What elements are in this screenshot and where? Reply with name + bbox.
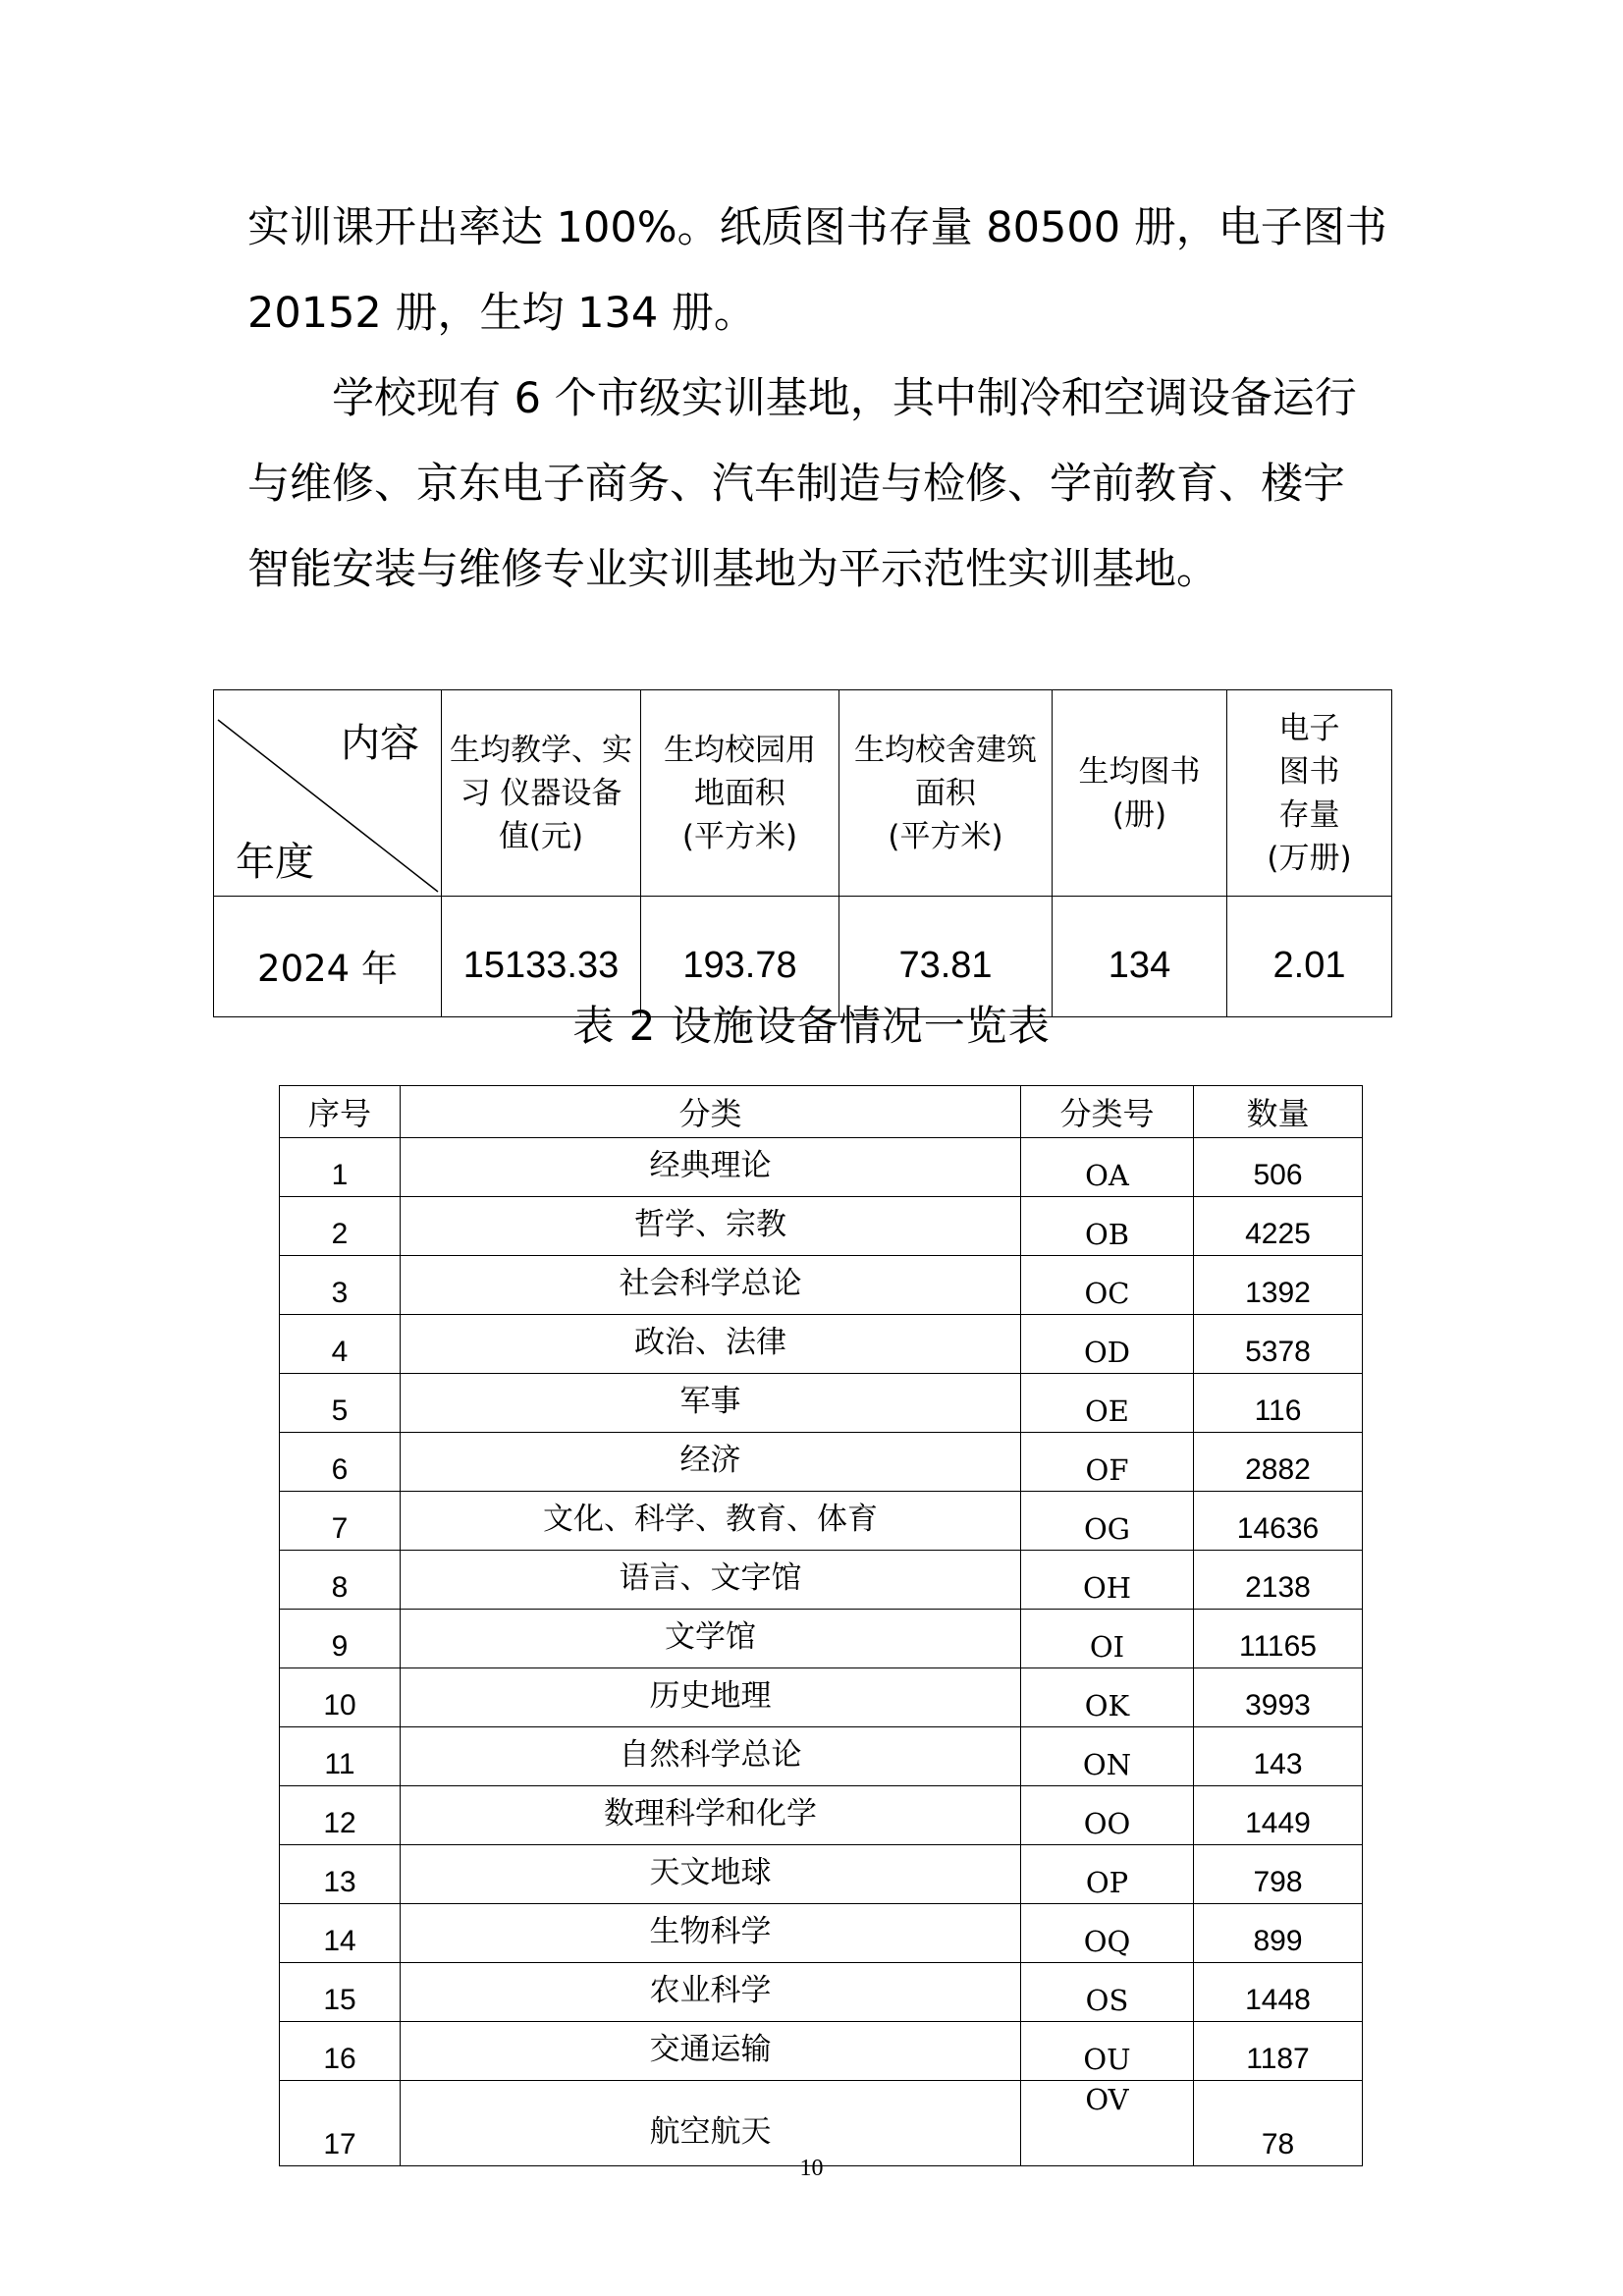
- table-row: [280, 1963, 1363, 2022]
- table-row: [280, 1197, 1363, 1256]
- value-cell: 134: [1053, 897, 1227, 1017]
- row-code-cell: ON: [1021, 1727, 1194, 1786]
- row-code-cell: OU: [1021, 2022, 1194, 2081]
- header-line: 面积: [915, 775, 976, 811]
- text-line: 实训课开出率达 100%。纸质图书存量 80500 册，电子图书: [247, 203, 1387, 252]
- row-quantity-cell: 798: [1194, 1845, 1363, 1904]
- row-category-cell: 经典理论: [401, 1138, 1021, 1197]
- row-index-cell: 12: [280, 1786, 401, 1845]
- diagonal-header-cell: [214, 690, 442, 897]
- header-campus-area: [641, 690, 839, 897]
- header-line: 生均校舍建筑: [854, 732, 1037, 768]
- table-row: [280, 1433, 1363, 1492]
- row-category-cell: 经济: [401, 1433, 1021, 1492]
- text-line: 智能安装与维修专业实训基地为平示范性实训基地。: [247, 545, 1218, 594]
- row-quantity-cell: 78: [1194, 2081, 1363, 2166]
- table-row: [280, 1845, 1363, 1904]
- table-row: [280, 2081, 1363, 2166]
- row-code-cell: OV: [1021, 2081, 1194, 2166]
- header-line: 习 仪器设备: [460, 775, 622, 811]
- value-cell: 15133.33: [442, 897, 641, 1017]
- row-code-cell: OP: [1021, 1845, 1194, 1904]
- row-code-cell: OF: [1021, 1433, 1194, 1492]
- row-category-cell: 历史地理: [401, 1668, 1021, 1727]
- table-row: [280, 1668, 1363, 1727]
- row-code-cell: OA: [1021, 1138, 1194, 1197]
- row-category-cell: 军事: [401, 1374, 1021, 1433]
- row-index-cell: 5: [280, 1374, 401, 1433]
- row-index-cell: 4: [280, 1315, 401, 1374]
- row-code-cell: OC: [1021, 1256, 1194, 1315]
- table-row: [280, 1138, 1363, 1197]
- row-code-cell: OK: [1021, 1668, 1194, 1727]
- header-line: 地面积: [694, 775, 785, 811]
- row-quantity-cell: 116: [1194, 1374, 1363, 1433]
- row-quantity-cell: 11165: [1194, 1610, 1363, 1668]
- row-quantity-cell: 1448: [1194, 1963, 1363, 2022]
- row-quantity-cell: 1392: [1194, 1256, 1363, 1315]
- header-line: 值(元): [498, 818, 584, 854]
- row-category-cell: 天文地球: [401, 1845, 1021, 1904]
- column-header-quantity: 数量: [1194, 1086, 1363, 1138]
- row-code-cell: OH: [1021, 1551, 1194, 1610]
- row-quantity-cell: 2138: [1194, 1551, 1363, 1610]
- value-cell: 73.81: [839, 897, 1053, 1017]
- row-index-cell: 6: [280, 1433, 401, 1492]
- row-category-cell: 文学馆: [401, 1610, 1021, 1668]
- table-row: [280, 2022, 1363, 2081]
- row-category-cell: 自然科学总论: [401, 1727, 1021, 1786]
- row-quantity-cell: 2882: [1194, 1433, 1363, 1492]
- column-header-index: 序号: [280, 1086, 401, 1138]
- row-category-cell: 文化、科学、教育、体育: [401, 1492, 1021, 1551]
- row-index-cell: 16: [280, 2022, 401, 2081]
- header-equipment-value: [442, 690, 641, 897]
- row-code-cell: OO: [1021, 1786, 1194, 1845]
- row-category-cell: 语言、文字馆: [401, 1551, 1021, 1610]
- table-row: [280, 1256, 1363, 1315]
- text-line: 与维修、京东电子商务、汽车制造与检修、学前教育、楼宇: [247, 460, 1345, 509]
- text-line: 20152 册，生均 134 册。: [247, 289, 756, 338]
- row-index-cell: 17: [280, 2081, 401, 2166]
- header-line: 生均校园用: [664, 732, 816, 768]
- value-cell: 2.01: [1227, 897, 1392, 1017]
- per-student-resources-table: [213, 689, 1392, 1017]
- column-header-category: 分类: [401, 1086, 1021, 1138]
- table-row: [280, 1374, 1363, 1433]
- row-category-cell: 哲学、宗教: [401, 1197, 1021, 1256]
- paragraph-library-stats: [247, 186, 1396, 356]
- header-line: (册): [1111, 796, 1167, 833]
- row-code-cell: OQ: [1021, 1904, 1194, 1963]
- corner-label-content: 内容: [341, 721, 419, 766]
- table-row: [280, 1551, 1363, 1610]
- column-header-code: 分类号: [1021, 1086, 1194, 1138]
- row-quantity-cell: 506: [1194, 1138, 1363, 1197]
- table-caption: 表 2 设施设备情况一览表: [572, 1002, 1051, 1050]
- row-index-cell: 10: [280, 1668, 401, 1727]
- table-row: [280, 1492, 1363, 1551]
- year-cell: 2024 年: [214, 897, 442, 1017]
- row-quantity-cell: 14636: [1194, 1492, 1363, 1551]
- row-index-cell: 15: [280, 1963, 401, 2022]
- row-index-cell: 1: [280, 1138, 401, 1197]
- row-index-cell: 7: [280, 1492, 401, 1551]
- row-index-cell: 13: [280, 1845, 401, 1904]
- header-line: (平方米): [888, 818, 1003, 854]
- row-quantity-cell: 899: [1194, 1904, 1363, 1963]
- header-building-area: [839, 690, 1053, 897]
- header-line: 图书: [1278, 753, 1340, 790]
- row-category-cell: 生物科学: [401, 1904, 1021, 1963]
- row-category-cell: 航空航天: [401, 2081, 1021, 2166]
- facilities-equipment-table: [279, 1085, 1363, 2166]
- row-index-cell: 9: [280, 1610, 401, 1668]
- row-quantity-cell: 3993: [1194, 1668, 1363, 1727]
- row-code-cell: OS: [1021, 1963, 1194, 2022]
- row-quantity-cell: 1187: [1194, 2022, 1363, 2081]
- header-books-per-student: [1053, 690, 1227, 897]
- row-quantity-cell: 4225: [1194, 1197, 1363, 1256]
- row-code-cell: OD: [1021, 1315, 1194, 1374]
- row-category-cell: 农业科学: [401, 1963, 1021, 2022]
- row-index-cell: 2: [280, 1197, 401, 1256]
- row-category-cell: 社会科学总论: [401, 1256, 1021, 1315]
- row-index-cell: 8: [280, 1551, 401, 1610]
- row-quantity-cell: 5378: [1194, 1315, 1363, 1374]
- table-row: [280, 1727, 1363, 1786]
- table-header-row: [280, 1086, 1363, 1138]
- row-index-cell: 14: [280, 1904, 401, 1963]
- row-code-cell: OB: [1021, 1197, 1194, 1256]
- header-line: (平方米): [681, 818, 798, 854]
- header-line: 电子: [1278, 710, 1340, 746]
- row-quantity-cell: 143: [1194, 1727, 1363, 1786]
- page-number: 10: [799, 2156, 824, 2181]
- value-cell: 193.78: [641, 897, 839, 1017]
- row-index-cell: 11: [280, 1727, 401, 1786]
- table-row: [280, 1904, 1363, 1963]
- paragraph-training-bases: [247, 356, 1396, 613]
- table-row: [280, 1315, 1363, 1374]
- row-code-cell: OG: [1021, 1492, 1194, 1551]
- row-index-cell: 3: [280, 1256, 401, 1315]
- table-row: [280, 1610, 1363, 1668]
- row-quantity-cell: 1449: [1194, 1786, 1363, 1845]
- table-row: [280, 1786, 1363, 1845]
- corner-label-year: 年度: [236, 840, 314, 885]
- row-category-cell: 交通运输: [401, 2022, 1021, 2081]
- header-line: 存量: [1278, 796, 1340, 833]
- header-line: 生均教学、实: [450, 732, 632, 768]
- header-line: (万册): [1267, 840, 1352, 876]
- row-code-cell: OE: [1021, 1374, 1194, 1433]
- row-code-cell: OI: [1021, 1610, 1194, 1668]
- row-category-cell: 数理科学和化学: [401, 1786, 1021, 1845]
- text-line: 学校现有 6 个市级实训基地，其中制冷和空调设备运行: [332, 374, 1357, 423]
- header-line: 生均图书: [1078, 753, 1201, 790]
- row-category-cell: 政治、法律: [401, 1315, 1021, 1374]
- header-ebook-stock: [1227, 690, 1392, 897]
